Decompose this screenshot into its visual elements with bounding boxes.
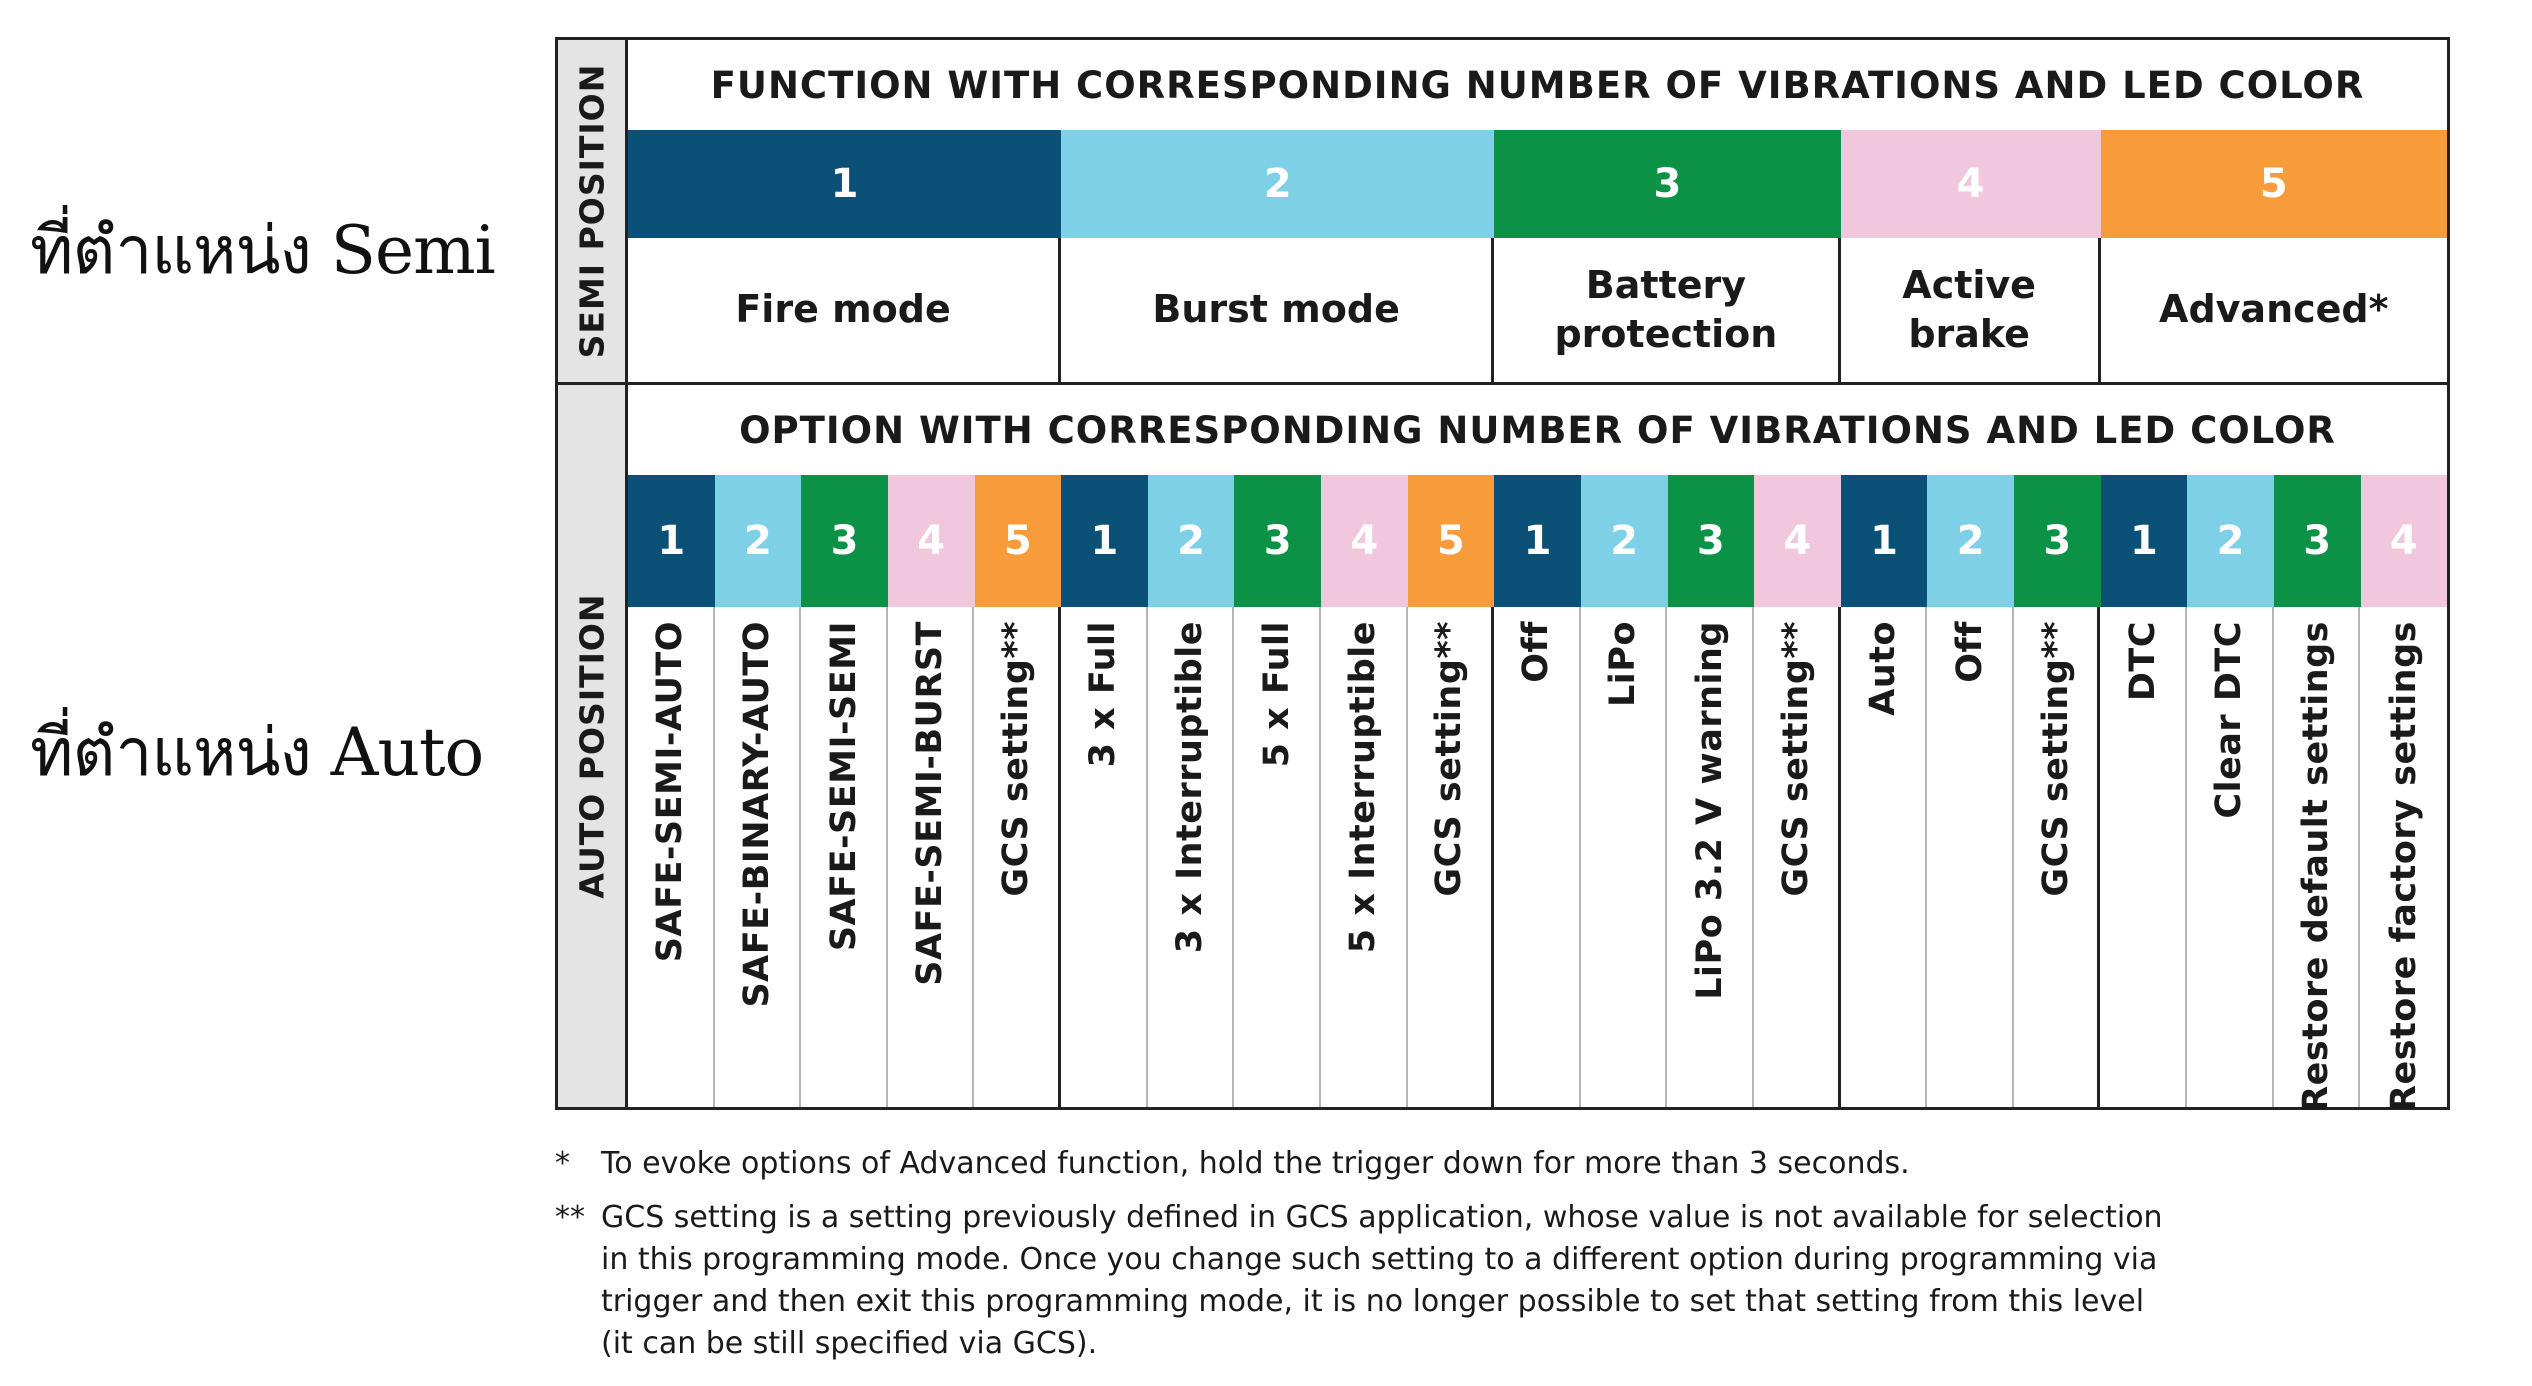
semi-function-cell (2101, 238, 2447, 382)
auto-position-label: AUTO POSITION (572, 593, 611, 899)
semi-function-number: 5 (2101, 130, 2447, 238)
auto-option-cell (2360, 607, 2447, 1112)
auto-option-label: Clear DTC (2209, 621, 2250, 819)
auto-option-cell (888, 607, 975, 1107)
auto-option-label: SAFE-BINARY-AUTO (736, 621, 777, 1008)
auto-option-cell (2274, 607, 2361, 1113)
auto-option-label: 5 x Full (1256, 621, 1297, 768)
semi-position-side (558, 40, 628, 385)
auto-option-number: 1 (2101, 475, 2188, 607)
auto-option-number: 2 (1148, 475, 1235, 607)
auto-option-cell (1148, 607, 1235, 1107)
auto-option-label: Off (1949, 621, 1990, 683)
auto-option-label: DTC (2122, 621, 2163, 702)
semi-function-cell (1061, 238, 1494, 382)
auto-option-label: LiPo (1603, 621, 1644, 707)
auto-option-number: 3 (1234, 475, 1321, 607)
semi-function-row (628, 238, 2447, 385)
auto-option-cell (1408, 607, 1495, 1107)
auto-option-number: 2 (1581, 475, 1668, 607)
auto-option-cell (974, 607, 1061, 1107)
auto-option-label: GCS setting** (996, 621, 1037, 897)
auto-option-label: LiPo 3.2 V warning (1689, 621, 1730, 1000)
footnote-mark: ** (555, 1200, 585, 1235)
thai-label-semi: ที่ตำแหน่ง Semi (30, 212, 495, 289)
semi-number-row (628, 130, 2447, 238)
auto-option-cell (1754, 607, 1841, 1107)
auto-option-number: 1 (1494, 475, 1581, 607)
thai-label-auto: ที่ตำแหน่ง Auto (30, 714, 484, 791)
semi-function-number: 1 (628, 130, 1061, 238)
auto-option-cell (1234, 607, 1321, 1107)
auto-option-label: Restore default settings (2296, 621, 2336, 1113)
auto-option-label: Auto (1862, 621, 1903, 716)
auto-option-number: 2 (2187, 475, 2274, 607)
auto-option-number: 1 (1061, 475, 1148, 607)
auto-option-label: SAFE-SEMI-SEMI (823, 621, 864, 952)
semi-function-number: 4 (1841, 130, 2101, 238)
auto-header: OPTION WITH CORRESPONDING NUMBER OF VIBRATIONS AND LED COLOR (739, 408, 2336, 452)
semi-function-label: Fire mode (735, 287, 951, 332)
auto-option-cell (2187, 607, 2274, 1107)
auto-option-number: 4 (2361, 475, 2448, 607)
auto-option-number: 3 (801, 475, 888, 607)
auto-option-label: Restore factory settings (2383, 621, 2424, 1112)
semi-function-label: Burst mode (1152, 287, 1400, 332)
auto-option-cell (1927, 607, 2014, 1107)
semi-position-label: SEMI POSITION (572, 63, 611, 359)
auto-option-number: 3 (1668, 475, 1755, 607)
auto-option-label: GCS setting** (2035, 621, 2076, 897)
auto-option-number: 3 (2274, 475, 2361, 607)
footnote-mark: * (555, 1146, 570, 1181)
auto-option-number: 4 (888, 475, 975, 607)
semi-function-number: 3 (1494, 130, 1840, 238)
auto-option-cell (2014, 607, 2101, 1107)
auto-option-label: 3 x Full (1083, 621, 1124, 768)
auto-option-cell (1667, 607, 1754, 1107)
auto-position-side (558, 385, 628, 1107)
auto-option-number: 1 (1841, 475, 1928, 607)
semi-header: FUNCTION WITH CORRESPONDING NUMBER OF VIBRATIONS AND LED COLOR (710, 63, 2365, 107)
auto-option-number: 4 (1321, 475, 1408, 607)
semi-function-cell (1841, 238, 2101, 382)
auto-option-label: Off (1516, 621, 1557, 683)
footnote-text (601, 1197, 2501, 1365)
auto-option-number: 4 (1754, 475, 1841, 607)
auto-option-label: SAFE-SEMI-BURST (910, 621, 951, 986)
auto-option-cell (628, 607, 715, 1107)
semi-function-number: 2 (1061, 130, 1494, 238)
footnote-text (601, 1143, 2501, 1185)
semi-function-label: Active brake (1902, 262, 2036, 356)
semi-function-label: Advanced* (2159, 287, 2389, 332)
semi-function-cell (1494, 238, 1840, 382)
auto-option-label: 5 x Interruptible (1343, 621, 1384, 954)
auto-option-cell (1581, 607, 1668, 1107)
auto-option-label: 3 x Interruptible (1169, 621, 1210, 954)
semi-function-label: Battery protection (1554, 262, 1778, 356)
auto-option-cell (1494, 607, 1581, 1107)
footnote-line: in this programming mode. Once you change such setting to a different option during programming via (601, 1242, 2158, 1277)
footnote-line: (it can be still specified via GCS). (601, 1326, 1098, 1361)
auto-option-cell (1321, 607, 1408, 1107)
auto-option-label: SAFE-SEMI-AUTO (650, 621, 691, 963)
footnote-line: trigger and then exit this programming mode, it is no longer possible to set that setting from this level (601, 1284, 2145, 1319)
auto-option-number: 5 (1408, 475, 1495, 607)
auto-option-number: 5 (975, 475, 1062, 607)
auto-option-number: 2 (715, 475, 802, 607)
auto-option-number: 3 (2014, 475, 2101, 607)
auto-option-number: 2 (1927, 475, 2014, 607)
auto-option-number: 1 (628, 475, 715, 607)
footnote-line: GCS setting is a setting previously defined in GCS application, whose value is not available for selection (601, 1200, 2163, 1235)
auto-option-cell (801, 607, 888, 1107)
auto-option-row (628, 607, 2447, 1113)
semi-function-cell (628, 238, 1061, 382)
auto-option-label: GCS setting** (1429, 621, 1470, 897)
vibration-led-table (555, 37, 2450, 1113)
auto-option-cell (2100, 607, 2187, 1107)
auto-option-cell (1061, 607, 1148, 1107)
auto-option-label: GCS setting** (1775, 621, 1816, 897)
auto-number-row (628, 475, 2447, 607)
auto-option-cell (715, 607, 802, 1107)
footnote-line: To evoke options of Advanced function, hold the trigger down for more than 3 seconds. (601, 1146, 1910, 1181)
auto-option-cell (1841, 607, 1928, 1107)
